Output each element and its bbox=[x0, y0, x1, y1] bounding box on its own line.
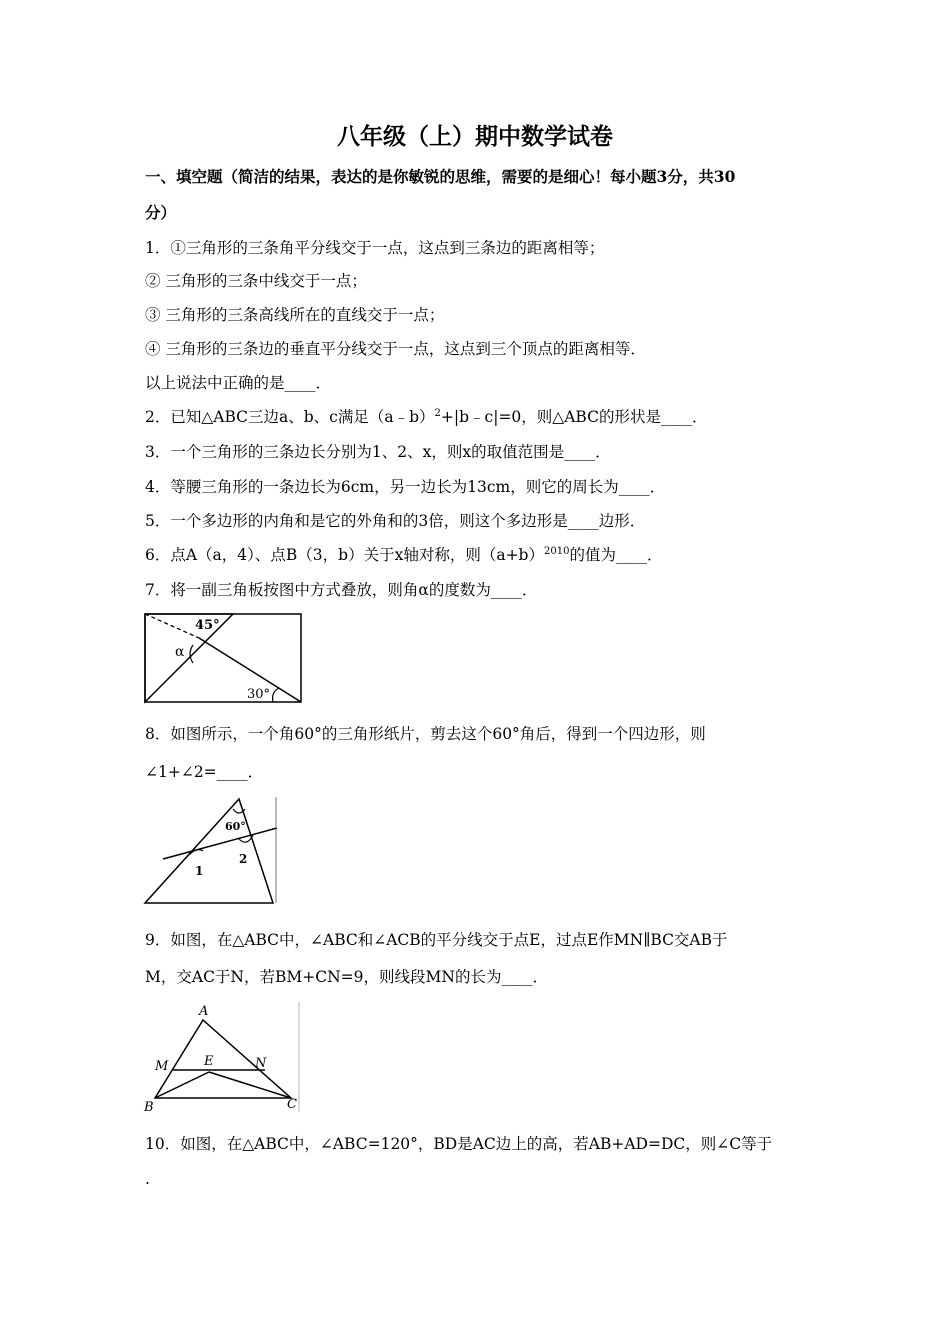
fig9-label-A: A bbox=[199, 1004, 209, 1019]
figure-q9 bbox=[143, 1000, 303, 1114]
page-title: 八年级（上）期中数学试卷 bbox=[337, 123, 613, 150]
fig8-label-1: 1 bbox=[195, 864, 204, 878]
q1-line3: ③ 三角形的三条高线所在的直线交于一点； bbox=[145, 306, 445, 324]
q1-line1: 1．①三角形的三条角平分线交于一点，这点到三条边的距离相等； bbox=[145, 239, 605, 257]
q10-line1: 10．如图，在△ABC中，∠ABC=120°，BD是AC边上的高，若AB+AD=DC，则∠C等于 bbox=[145, 1135, 773, 1153]
fig7-label-45: 45° bbox=[195, 618, 220, 633]
figure-q8 bbox=[143, 795, 279, 907]
fig7-label-alpha: α bbox=[175, 644, 185, 660]
q9-line1: 9．如图，在△ABC中，∠ABC和∠ACB的平分线交于点E，过点E作MN∥BC交AB于 bbox=[145, 931, 728, 949]
figure-q9-svg bbox=[143, 1000, 303, 1114]
q1-line5: 以上说法中正确的是____． bbox=[145, 374, 332, 392]
fig9-label-B: B bbox=[144, 1100, 154, 1114]
q2-text: 2．已知△ABC三边a、b、c满足（a﹣b）$^2$+|b﹣c|=0，则△ABC的形状是____． bbox=[145, 408, 708, 426]
figure-q7-svg bbox=[143, 612, 305, 706]
q1-line2: ② 三角形的三条中线交于一点； bbox=[145, 272, 367, 290]
q7-text: 7．将一副三角板按图中方式叠放，则角α的度数为____． bbox=[145, 581, 538, 599]
figure-q8-svg bbox=[143, 795, 279, 907]
fig7-label-30: 30° bbox=[247, 687, 271, 702]
fig9-label-E: E bbox=[204, 1054, 214, 1069]
figure-q7 bbox=[143, 612, 305, 706]
fig9-label-C: C bbox=[287, 1097, 297, 1112]
fig8-label-60: 60° bbox=[225, 820, 246, 833]
section-heading: 一、填空题（简洁的结果，表达的是你敏锐的思维，需要的是细心！每小题3分，共30 bbox=[145, 167, 736, 186]
q8-line2: ∠1+∠2=____． bbox=[145, 763, 264, 781]
q10-line2: . bbox=[145, 1170, 150, 1188]
q4-text: 4．等腰三角形的一条边长为6cm，另一边长为13cm，则它的周长为____． bbox=[145, 478, 666, 496]
section-heading-cont: 分） bbox=[145, 203, 177, 222]
q5-text: 5．一个多边形的内角和是它的外角和的3倍，则这个多边形是____边形． bbox=[145, 512, 646, 530]
q6-text: 6．点A（a，4）、点B（3，b）关于x轴对称，则$(a+b)^{2010}$的值为____． bbox=[145, 546, 663, 564]
q9-line2: M，交AC于N，若BM+CN=9，则线段MN的长为____． bbox=[145, 968, 548, 986]
fig9-label-N: N bbox=[255, 1056, 267, 1071]
fig9-label-M: M bbox=[155, 1059, 169, 1074]
fig8-label-2: 2 bbox=[239, 852, 248, 866]
q1-line4: ④ 三角形的三条边的垂直平分线交于一点，这点到三个顶点的距离相等． bbox=[145, 340, 646, 358]
q3-text: 3．一个三角形的三条边长分别为1、2、x，则x的取值范围是____． bbox=[145, 443, 611, 461]
q8-line1: 8．如图所示，一个角60°的三角形纸片，剪去这个60°角后，得到一个四边形，则 bbox=[145, 725, 706, 743]
